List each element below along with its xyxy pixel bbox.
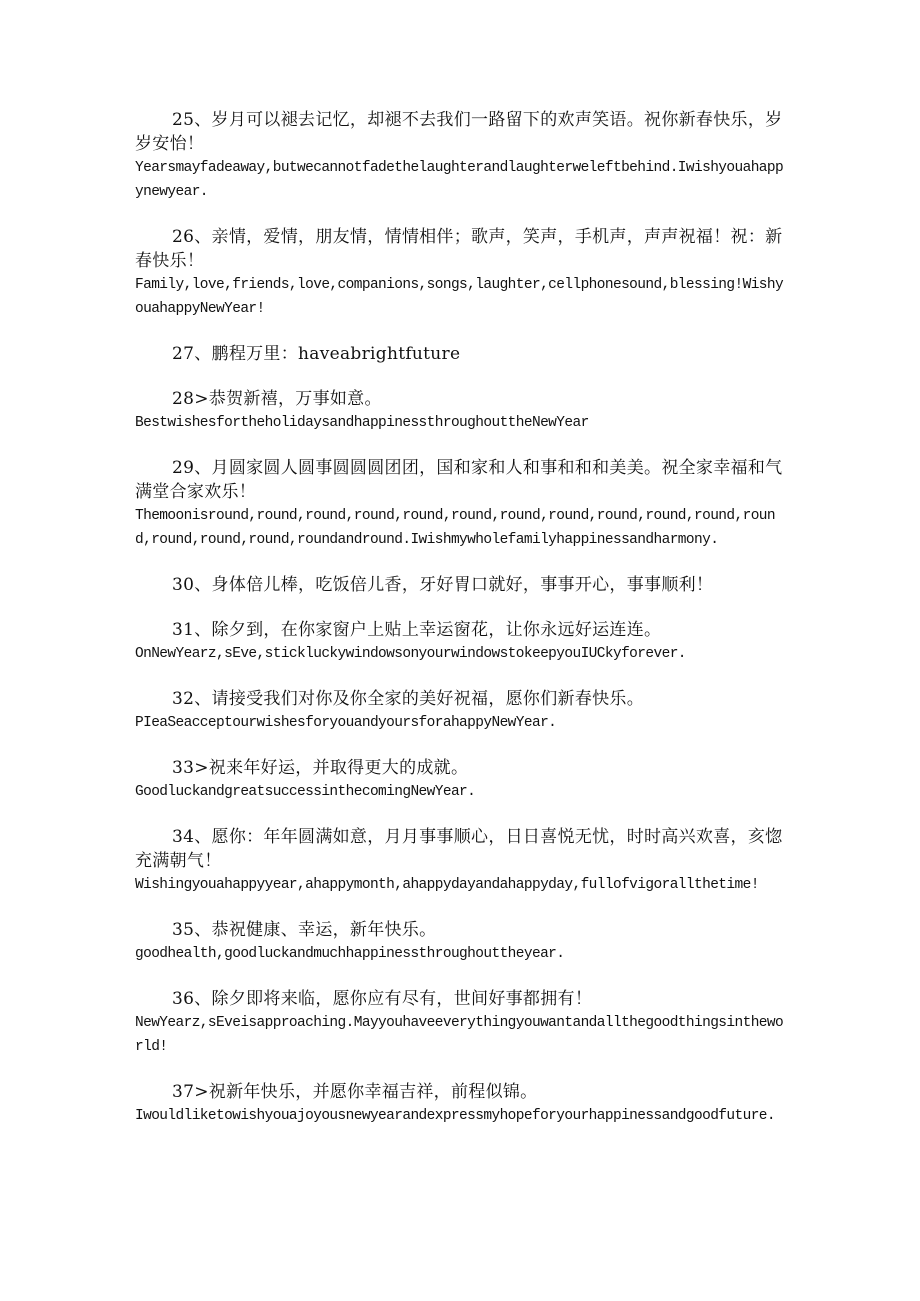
entry-chinese-text: 32、请接受我们对你及你全家的美好祝福，愿你们新春快乐。: [172, 689, 645, 709]
entry-chinese-text: 30、身体倍儿棒，吃饭倍儿香，牙好胃口就好，事事开心，事事顺利！: [172, 575, 714, 595]
entry-27: [135, 342, 791, 366]
entry-english-text: Yearsmayfadeaway,butwecannotfadethelaughterandlaughterweleftbehind.Iwishyouahappynewyear.: [135, 160, 784, 200]
entry-35: [135, 918, 791, 966]
entry-26: [135, 225, 791, 321]
entry-english-text: OnNewYearz,sEve,stickluckywindowsonyourwindowstokeepyouIUCkyforever.: [135, 646, 686, 662]
entry-32: [135, 687, 791, 735]
entry-english-text: Iwouldliketowishyouajoyousnewyearandexpressmyhopeforyourhappinessandgoodfuture.: [135, 1108, 776, 1124]
entry-english-text: Themoonisround,round,round,round,round,round,round,round,round,round,round,round,round,round,round,roundandround.Iwishmywholefamilyhappinessandharmony.: [135, 508, 776, 548]
entry-chinese-text: 34、愿你：年年圆满如意，月月事事顺心，日日喜悦无忧，时时高兴欢喜，亥惚充满朝气！: [135, 827, 783, 871]
entry-chinese-text: 31、除夕到，在你家窗户上贴上幸运窗花，让你永远好运连连。: [172, 620, 662, 640]
entry-chinese-text: 33>祝来年好运，并取得更大的成就。: [172, 758, 469, 778]
entry-english-text: Family,love,friends,love,companions,songs,laughter,cellphonesound,blessing!WishyouahappyNewYear!: [135, 277, 784, 317]
entry-english-text: PIeaSeacceptourwishesforyouandyoursforahappyNewYear.: [135, 715, 557, 731]
entry-english-text: BestwishesfortheholidaysandhappinessthroughouttheNewYear: [135, 415, 589, 431]
entry-chinese-text: 25、岁月可以褪去记忆，却褪不去我们一路留下的欢声笑语。祝你新春快乐，岁岁安怡！: [135, 110, 783, 154]
entry-chinese-text: 29、月圆家圆人圆事圆圆圆团团，国和家和人和事和和和美美。祝全家幸福和气满堂合家欢乐！: [135, 458, 783, 502]
entry-31: [135, 618, 791, 666]
entry-34: [135, 825, 791, 897]
entry-chinese-text: 27、鹏程万里：haveabrightfuture: [172, 344, 461, 364]
entry-english-text: GoodluckandgreatsuccessinthecomingNewYear.: [135, 784, 476, 800]
entry-30: [135, 573, 791, 597]
entry-25: [135, 108, 791, 204]
document-page: [135, 108, 791, 1149]
entry-english-text: NewYearz,sEveisapproaching.Mayyouhaveeverythingyouwantandallthegoodthingsintheworld!: [135, 1015, 784, 1055]
entry-28: [135, 387, 791, 435]
entry-chinese-text: 36、除夕即将来临，愿你应有尽有，世间好事都拥有！: [172, 989, 593, 1009]
entry-36: [135, 987, 791, 1059]
entry-english-text: goodhealth,goodluckandmuchhappinessthroughouttheyear.: [135, 946, 565, 962]
entry-37: [135, 1080, 791, 1128]
entry-33: [135, 756, 791, 804]
entry-chinese-text: 35、恭祝健康、幸运，新年快乐。: [172, 920, 437, 940]
entry-29: [135, 456, 791, 552]
entry-chinese-text: 28>恭贺新禧，万事如意。: [172, 389, 382, 409]
entry-english-text: Wishingyouahappyyear,ahappymonth,ahappydayandahappyday,fullofvigorallthetime!: [135, 877, 759, 893]
entry-chinese-text: 26、亲情，爱情，朋友情，情情相伴；歌声，笑声，手机声，声声祝福！祝：新春快乐！: [135, 227, 783, 271]
entry-chinese-text: 37>祝新年快乐，并愿你幸福吉祥，前程似锦。: [172, 1082, 538, 1102]
